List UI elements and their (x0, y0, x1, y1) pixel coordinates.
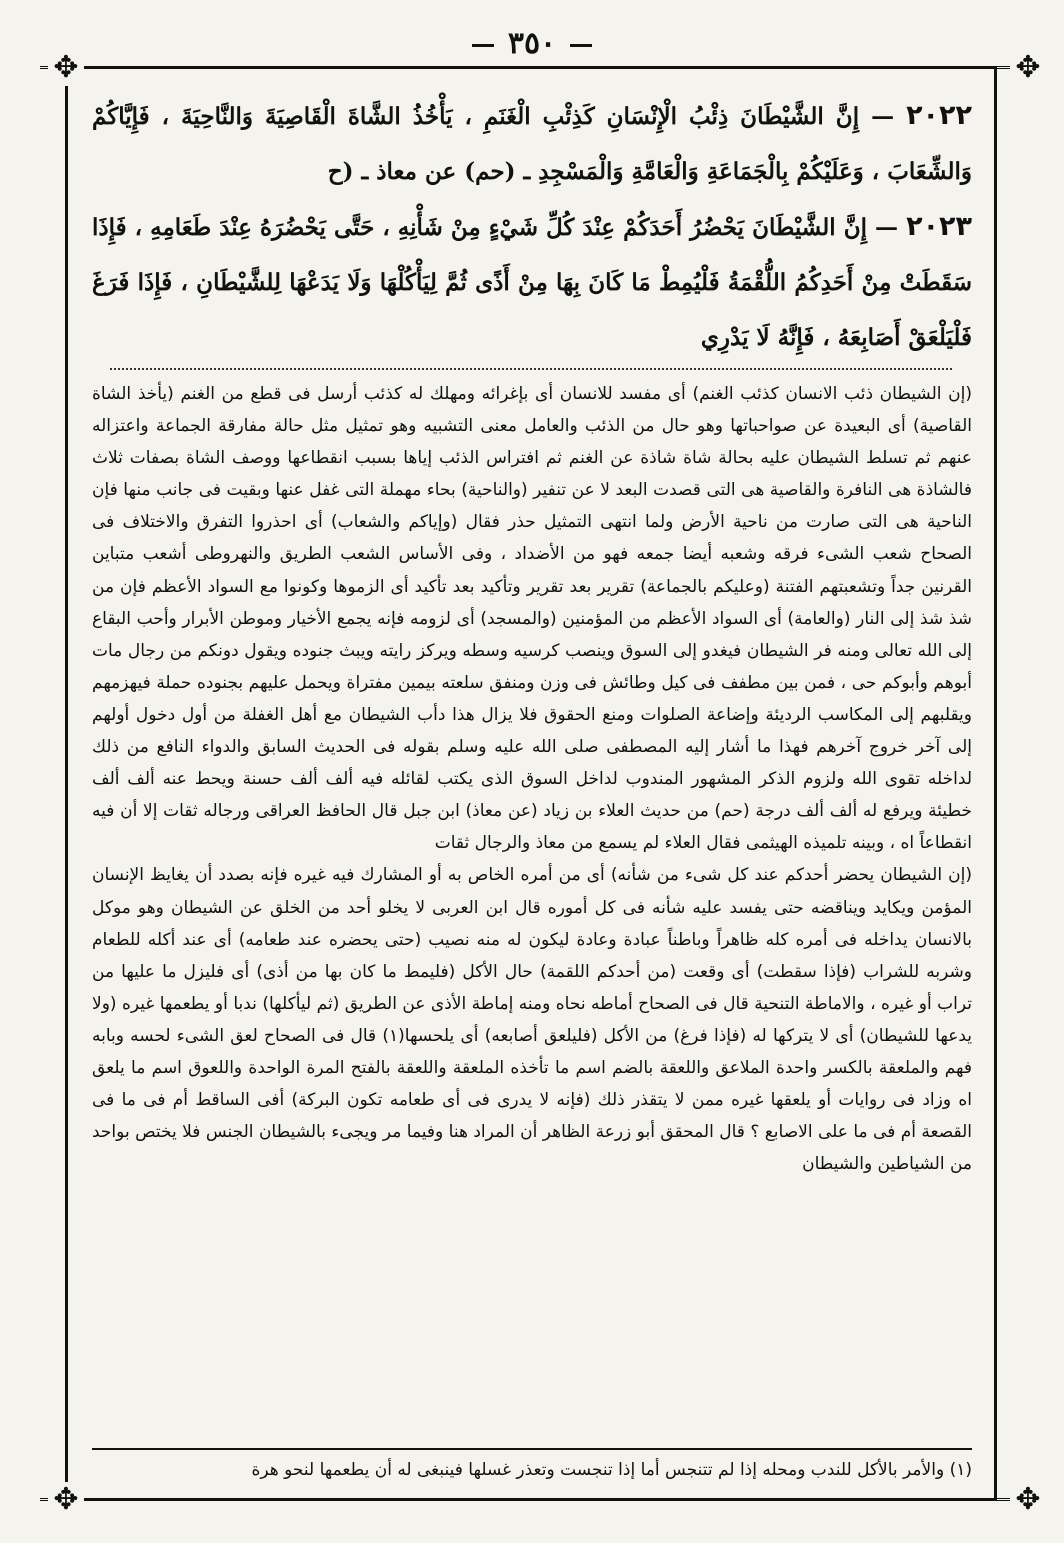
hadith-text-block (92, 88, 972, 365)
footnote: (١) والأمر بالأكل للندب ومحله إذا لم تتنجس أما إذا تنجست وتعذر غسلها فينبغى له أن يطعمها لنحو هرة (251, 1460, 972, 1480)
corner-ornament-icon: ✥ (48, 1482, 84, 1518)
hadith-2022: ٢٠٢٢ — إِنَّ الشَّيْطَانَ ذِئْبُ الْإِنْسَانِ كَذِئْبِ الْغَنَمِ ، يَأْخُذُ الشَّاةَ الْقَاصِيَةَ وَالنَّاحِيَةَ ، فَإِيَّاكُمْ وَالشِّعَابَ ، وَعَلَيْكُمْ بِالْجَمَاعَةِ وَالْعَامَّةِ وَالْمَسْجِدِ ـ (حم) عن معاذ ـ (ح (92, 100, 972, 185)
page-number-dash-right (570, 44, 592, 47)
corner-ornament-icon: ✥ (48, 50, 84, 86)
hadith-divider (110, 368, 952, 370)
corner-ornament-icon: ✥ (1010, 50, 1046, 86)
commentary-paragraph: (إن الشيطان ذئب الانسان كذئب الغنم) أى مفسد للانسان أى بإغرائه ومهلك له كذئب أرسل فى قطع من الغنم (يأخذ الشاة القاصية) أى البعيدة عن صواحباتها وهو حال من الذئب والعامل معنى التشبيه وهو تمثيل مثل حالة مفارقة الجماعة واعتزاله عنهم ثم تسلط الشيطان عليه بحالة شاة شاذة عن الغنم ثم افتراس الذئب إياها بسبب انقطاعها ووصف الشاة بصفات ثلاث فالشاذة هى النافرة والقاصية هى التى قصدت البعد لا عن تنفير (والناحية) بحاء مهملة التى غفل عنها وبقيت فى جانب منها فإن الناحية هى التى صارت من ناحية الأرض ولما انتهى التمثيل حذر فقال (وإياكم والشعاب) أى احذروا التفرق والاختلاف فى الصحاح شعب الشىء فرقه وشعبه أيضا جمعه فهو من الأضداد ، وفى الأساس الشعب الطريق والنهروطى أشعب متباين القرنين جداً وتشعبتهم الفتنة (وعليكم بالجماعة) تقرير بعد تقرير وتأكيد بعد تأكيد أى الزموها وكونوا مع السواد الأعظم فإن من شذ شذ إلى النار (والعامة) أى السواد الأعظم من المؤمنين (والمسجد) أى لزومه فإنه يجمع الأخيار وموطن الأبرار وأحب البقاع إلى الله تعالى ومنه فر الشيطان فيغدو إلى السوق وينصب كرسيه وسطه ويركز رايته ويبث جنوده ويقول دونكم من رجال مات أبوهم وأبوكم حى ، فمن بين مطفف فى كيل وطائش فى وزن ومنفق سلعته بيمين مفتراة ويحمل عليهم بجنوده حملة فيهزمهم ويقلبهم إلى المكاسب الرديئة وإضاعة الصلوات ومنع الحقوق فلا يزال هذا دأب الشيطان مع أهل الغفلة من أول دخول أولهم إلى آخر خروج آخرهم فهذا ما أشار إليه المصطفى صلى الله عليه وسلم بقوله فى الحديث السابق والدواء النافع من ذلك لداخله تقوى الله ولزوم الذكر المشهور المندوب لداخل السوق الذى يكتب لقائله فيه ألف ألف حسنة ويحط عنه ألف ألف خطيئة ويرفع له ألف ألف درجة (حم) من حديث العلاء بن زياد (عن معاذ) ابن جبل قال الحافظ العراقى ورجاله ثقات إلا أن فيه انقطاعاً اه ، وبينه تلميذه الهيثمى فقال العلاء لم يسمع من معاذ والرجال ثقات (92, 384, 972, 854)
hadith-number: ٢٠٢٢ (906, 100, 972, 131)
hadith-text: إِنَّ الشَّيْطَانَ يَحْضُرُ أَحَدَكُمْ عِنْدَ كُلِّ شَيْءٍ مِنْ شَأْنِهِ ، حَتَّى يَحْضُرَهُ عِنْدَ طَعَامِهِ ، فَإِذَا سَقَطَتْ مِنْ أَحَدِكُمُ اللُّقْمَةُ فَلْيُمِطْ مَا كَانَ بِهَا مِنْ أَذًى ثُمَّ لِيَأْكُلْهَا وَلَا يَدَعْهَا لِلشَّيْطَانِ ، فَإِذَا فَرَغَ فَلْيَلْعَقْ أَصَابِعَهُ ، فَإِنَّهُ لَا يَدْرِي (92, 214, 972, 351)
hadith-text: إِنَّ الشَّيْطَانَ ذِئْبُ الْإِنْسَانِ كَذِئْبِ الْغَنَمِ ، يَأْخُذُ الشَّاةَ الْقَاصِيَةَ وَالنَّاحِيَةَ ، فَإِيَّاكُمْ وَالشِّعَابَ ، وَعَلَيْكُمْ بِالْجَمَاعَةِ وَالْعَامَّةِ وَالْمَسْجِدِ ـ (حم) عن معاذ ـ (ح (92, 103, 972, 185)
page-number (0, 26, 1064, 61)
corner-ornament-icon: ✥ (1010, 1482, 1046, 1518)
commentary-block (92, 378, 972, 1180)
page-number-dash-left (472, 44, 494, 47)
hadith-2023: ٢٠٢٣ — إِنَّ الشَّيْطَانَ يَحْضُرُ أَحَدَكُمْ عِنْدَ كُلِّ شَيْءٍ مِنْ شَأْنِهِ ، حَتَّى يَحْضُرَهُ عِنْدَ طَعَامِهِ ، فَإِذَا سَقَطَتْ مِنْ أَحَدِكُمُ اللُّقْمَةُ فَلْيُمِطْ مَا كَانَ بِهَا مِنْ أَذًى ثُمَّ لِيَأْكُلْهَا وَلَا يَدَعْهَا لِلشَّيْطَانِ ، فَإِذَا فَرَغَ فَلْيَلْعَقْ أَصَابِعَهُ ، فَإِنَّهُ لَا يَدْرِي (92, 211, 973, 351)
hadith-number: ٢٠٢٣ (906, 211, 973, 242)
page-number-text: ٣٥٠ (507, 26, 557, 61)
commentary-paragraph: (إن الشيطان يحضر أحدكم عند كل شىء من شأنه) أى من أمره الخاص به أو المشارك فيه غيره فإنه بصدد أن يغايظ الإنسان المؤمن ويكايد ويناقضه حتى يفسد عليه شأنه فى كل أموره قال ابن العربى لا يخلو أحد من الخلق عن الشيطان وهو موكل بالانسان يداخله فى أمره كله ظاهراً وباطناً عبادة وعادة ليكون له منه نصيب (حتى يحضره عند طعامه) أى عند أكله للطعام وشربه للشراب (فإذا سقطت) أى وقعت (من أحدكم اللقمة) حال الأكل (فليمط ما كان بها من أذى) أى فليزل ما عليها من تراب أو غيره ، والاماطة التنحية قال فى الصحاح أماطه نحاه ومنه إماطة الأذى عن الطريق (ثم ليأكلها) ندبا أو يطعمها غيره (ولا يدعها للشيطان) أى لا يتركها له (فإذا فرغ) من الأكل (فليلعق أصابعه) أى يلحسها(١) قال فى الصحاح لعق الشىء لحسه وبابه فهم والملعقة بالكسر واحدة الملاعق واللعقة بالضم اسم ما تأخذه الملعقة واللعقة بالفتح المرة الواحدة واللعوق اسم ما يلعق اه وزاد فى روايات أو يلعقها غيره ممن لا يتقذر ذلك (فإنه لا يدرى فى أى طعامه تكون البركة) أفى الساقط أم فى ما فى القصعة أم فى ما على الاصابع ؟ قال المحقق أبو زرعة الظاهر أن المراد هنا وفيما مر ويجىء بالشيطان الجنس فلا يختص بواحد من الشياطين والشيطان (92, 865, 973, 1175)
footnote-divider (92, 1448, 972, 1450)
